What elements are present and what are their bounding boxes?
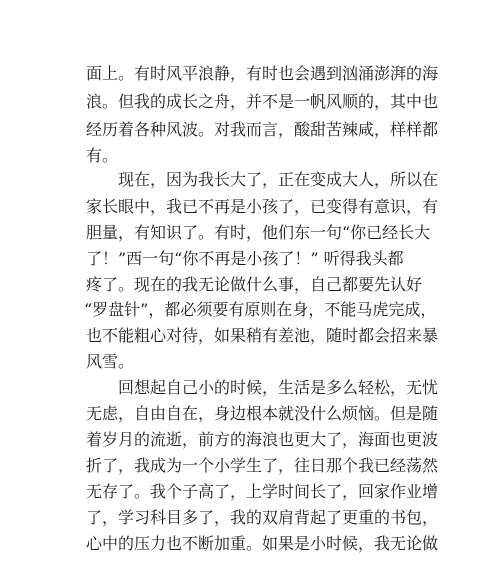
text-line: 面上。有时风平浪静，有时也会遇到汹涌澎湃的海 [86, 64, 439, 83]
text-line: 经历着各种风波。对我而言，酸甜苦辣咸，样样都 [86, 120, 439, 139]
text-line: 也不能粗心对待，如果稍有差池，随时都会招来暴 [86, 326, 439, 345]
text-line: 折了，我成为一个小学生了，往日那个我已经荡然 [86, 456, 439, 475]
text-line: 无虑，自由自在，身边根本就没什么烦恼。但是随 [86, 404, 439, 423]
text-line: 有。 [86, 146, 119, 165]
paragraph-first-line: 回想起自己小的时候，生活是多么轻松，无忧 [118, 378, 439, 397]
text-line: 无存了。我个子高了，上学时间长了，回家作业增 [86, 482, 439, 501]
text-line: 了！”西一句“你不再是小孩了！” 听得我头都 [86, 249, 404, 268]
text-line: 心中的压力也不断加重。如果是小时候，我无论做 [86, 534, 439, 553]
text-line: 家长眼中，我已不再是小孩了，已变得有意识，有 [86, 197, 439, 216]
text-line: 风雪。 [86, 352, 135, 371]
text-line: 着岁月的流逝，前方的海浪也更大了，海面也更波 [86, 430, 439, 449]
paragraph-first-line: 现在，因为我长大了，正在变成大人，所以在 [118, 170, 439, 189]
text-line: 了，学习科目多了，我的双肩背起了更重的书包， [86, 508, 439, 527]
text-line: 胆量，有知识了。有时，他们东一句“你已经长大 [86, 223, 431, 242]
text-line: 疼了。现在的我无论做什么事，自己都要先认好 [86, 275, 423, 294]
text-line: “罗盘针”，都必须要有原则在身，不能马虎完成， [84, 300, 437, 319]
text-line: 浪。但我的成长之舟，并不是一帆风顺的，其中也 [86, 92, 439, 111]
